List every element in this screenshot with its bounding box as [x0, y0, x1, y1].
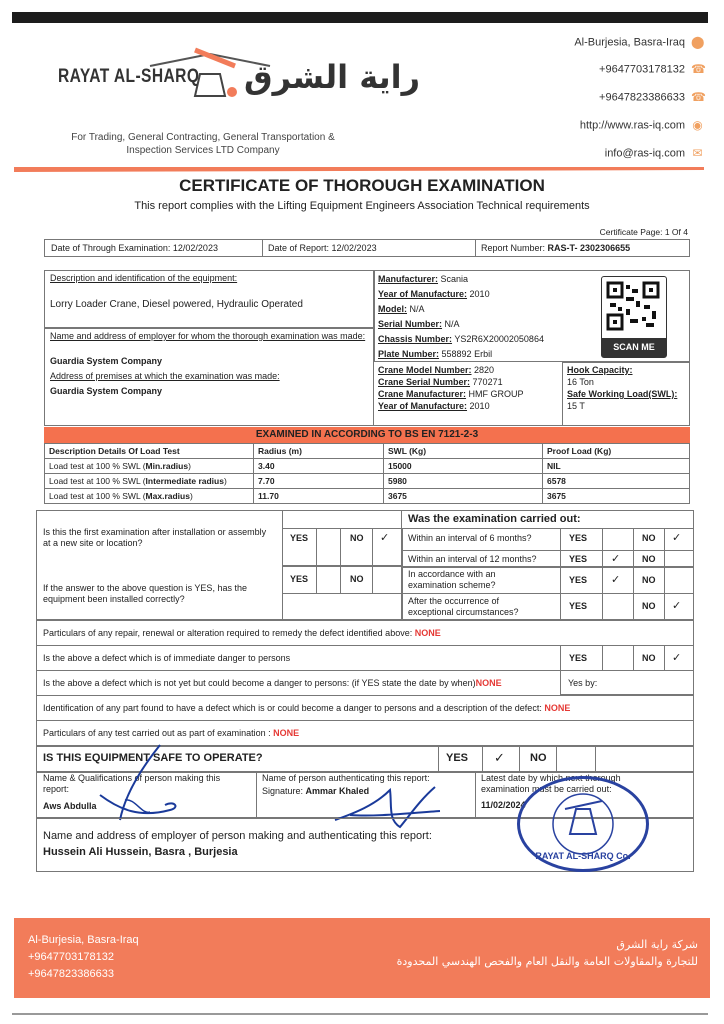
carried-yes-4: YES: [569, 601, 588, 611]
contact-email[interactable]: info@ras-iq.com ✉: [604, 146, 703, 160]
q1-check-icon[interactable]: ✓: [380, 532, 390, 544]
auth-signature-line: Signature: Ammar Khaled: [262, 786, 370, 796]
mail-icon: ✉: [692, 146, 703, 160]
footer-contacts: [28, 932, 139, 983]
footer-arabic-desc: للتجارة والمقاولات العامة والنقل العام والفحص الهندسي المحدودة: [396, 955, 698, 968]
table-row: [45, 474, 690, 489]
load-test-table: [44, 443, 690, 504]
danger-yes-box: [602, 645, 634, 671]
standard-band: EXAMINED IN ACCORDING TO BS EN 7121-2-3: [44, 427, 690, 443]
contact-phone-1: +9647703178132 ☎: [599, 62, 706, 76]
danger-yes: YES: [569, 653, 588, 663]
carried-yes-1: YES: [569, 533, 588, 543]
manufacturer-row: Manufacturer: Scania: [378, 274, 469, 284]
table-header-row: [45, 444, 690, 459]
certificate-title: CERTIFICATE OF THOROUGH EXAMINATION: [179, 176, 545, 195]
vehicle-details: [378, 272, 544, 362]
report-date: Date of Report: 12/02/2023: [268, 243, 377, 253]
carried-scheme: In accordance with an examination scheme?: [408, 569, 496, 590]
qr-code-icon: [602, 277, 664, 335]
crane-details: [378, 364, 524, 412]
yes-by-label: Yes by:: [568, 678, 598, 688]
phone-icon: ☎: [691, 90, 706, 104]
hook-value: 16 Ton: [567, 377, 594, 387]
row-proof: 3675: [543, 489, 690, 504]
logo-english: RAYAT AL-SHARQ: [58, 66, 200, 87]
row-proof: 6578: [543, 474, 690, 489]
row-description: Load test at 100 % SWL (Intermediate radius): [45, 474, 254, 489]
q2-yes-box: [316, 566, 341, 594]
vehicle-year-row: Year of Manufacture: 2010: [378, 289, 490, 299]
crane-maker-row: Crane Manufacturer: HMF GROUP: [378, 389, 524, 399]
employer-label: Name and address of employer for whom the thorough examination was made:: [50, 331, 366, 341]
header-separator: [14, 167, 704, 172]
carried-exceptional-check-icon[interactable]: ✓: [672, 600, 682, 612]
header-description: Description Details Of Load Test: [45, 444, 254, 459]
safe-check-icon[interactable]: ✓: [494, 750, 505, 765]
carried-title: Was the examination carried out:: [408, 513, 581, 525]
certificate-subtitle: This report complies with the Lifting Equipment Engineers Association Technical requirements: [134, 200, 590, 212]
q2-no-box: [372, 566, 402, 594]
employer-name: Guardia System Company: [50, 356, 163, 366]
logo-arabic: راية الشرق: [244, 58, 421, 96]
q1-yes-box: [316, 528, 341, 566]
carried-12-months: Within an interval of 12 months?: [408, 554, 537, 564]
hook-details: [567, 364, 677, 412]
footer-arabic: [397, 936, 698, 970]
table-row: [45, 459, 690, 474]
page-label: Certificate Page: 1 Of 4: [599, 227, 688, 237]
latest-date: 11/02/2024: [481, 800, 526, 810]
carried-no-2: NO: [642, 554, 656, 564]
footer-phone-2: +9647823386633: [28, 968, 114, 980]
row-swl: 5980: [384, 474, 543, 489]
immediate-danger-question: Is the above a defect which is of immediate danger to persons: [43, 653, 291, 663]
phone-icon: ☎: [691, 62, 706, 76]
footer-address: Al-Burjesia, Basra-Iraq: [28, 934, 139, 946]
bottom-line: [12, 1013, 708, 1015]
equipment-desc-label: Description and identification of the equipment:: [50, 273, 238, 283]
footer: [14, 918, 710, 998]
carried-no-1: NO: [642, 533, 656, 543]
carried-6-months: Within an interval of 6 months?: [408, 533, 532, 543]
row-radius: 3.40: [254, 459, 384, 474]
location-icon: ⬤: [691, 35, 705, 49]
stamp-text: RAYAT AL-SHARQ Co.: [535, 851, 631, 861]
row-swl: 3675: [384, 489, 543, 504]
chassis-row: Chassis Number: YS2R6X20002050864: [378, 334, 544, 344]
danger-check-icon[interactable]: ✓: [672, 652, 682, 664]
footer-phone-1: +9647703178132: [28, 951, 114, 963]
employer-person-value: Hussein Ali Hussein, Basra , Burjesia: [43, 846, 238, 858]
row-swl: 15000: [384, 459, 543, 474]
employer-person-label: Name and address of employer of person making and authenticating this report:: [43, 830, 432, 842]
serial-row: Serial Number: N/A: [378, 319, 460, 329]
premises-name: Guardia System Company: [50, 386, 163, 396]
test-particulars: Particulars of any test carried out as part of examination : NONE: [43, 728, 300, 738]
qr-card[interactable]: [601, 276, 667, 358]
carried-6-check-icon[interactable]: ✓: [672, 532, 682, 544]
contact-website[interactable]: http://www.ras-iq.com ◉: [579, 118, 703, 132]
premises-label: Address of premises at which the examination was made:: [50, 371, 280, 381]
header-swl: SWL (Kg): [384, 444, 543, 459]
danger-no: NO: [642, 653, 656, 663]
scan-me-label: SCAN ME: [602, 338, 666, 357]
latest-date-label: Latest date by which next thorough examination must be carried out:: [481, 773, 621, 794]
safe-no-label: NO: [530, 752, 547, 764]
hook-label: Hook Capacity:: [567, 365, 633, 375]
safe-yes-label: YES: [446, 752, 469, 764]
question-1: Is this the first examination after installation or assembly at a new site or location?: [43, 527, 267, 548]
plate-row: Plate Number: 558892 Erbil: [378, 349, 493, 359]
question-2: If the answer to the above question is YES, has the equipment been installed correctly?: [43, 583, 247, 604]
carried-no-3: NO: [642, 575, 656, 585]
repair-particulars: Particulars of any repair, renewal or alteration required to remedy the defect identified above: NONE: [43, 628, 441, 638]
q1-no-label: NO: [350, 533, 364, 543]
carried-yes-2: YES: [569, 554, 588, 564]
model-row: Model: N/A: [378, 304, 425, 314]
row-radius: 7.70: [254, 474, 384, 489]
carried-no-4: NO: [642, 601, 656, 611]
row-radius: 11.70: [254, 489, 384, 504]
exam-date: Date of Through Examination: 12/02/2023: [51, 243, 218, 253]
row-proof: NIL: [543, 459, 690, 474]
globe-icon: ◉: [692, 118, 703, 132]
crane-year-row: Year of Manufacture: 2010: [378, 401, 490, 411]
logo-subtitle: For Trading, General Contracting, General Transportation & Inspection Services LTD Company: [71, 132, 335, 156]
maker-name: Aws Abdulla: [43, 801, 97, 811]
q2-no-label: NO: [350, 574, 364, 584]
maker-label: Name & Qualifications of person making this report:: [43, 773, 221, 794]
carried-scheme-check-icon[interactable]: ✓: [611, 574, 621, 586]
top-bar: [12, 12, 708, 23]
header-proof: Proof Load (Kg): [543, 444, 690, 459]
header-radius: Radius (m): [254, 444, 384, 459]
swl-value: 15 T: [567, 401, 585, 411]
contact-phone-2: +9647823386633 ☎: [599, 90, 706, 104]
auth-label: Name of person authenticating this report:: [262, 773, 430, 783]
safe-no-box: [556, 746, 596, 772]
maker-signature: [80, 740, 200, 830]
q2-yes-label: YES: [290, 574, 309, 584]
defect-identification: Identification of any part found to have a defect which is or could become a danger to persons and a description of the defect: NONE: [43, 703, 571, 713]
footer-arabic-name: شركة راية الشرق: [616, 938, 698, 951]
report-number: Report Number: RAS-T- 2302306655: [481, 243, 631, 253]
equipment-desc: Lorry Loader Crane, Diesel powered, Hydraulic Operated: [50, 299, 303, 310]
future-danger-question: Is the above a defect which is not yet but could become a danger to persons: (if YES state the date by when)NONE: [43, 678, 502, 688]
row-description: Load test at 100 % SWL (Max.radius): [45, 489, 254, 504]
contact-address: Al-Burjesia, Basra-Iraq ⬤: [574, 35, 705, 49]
q1-yes-label: YES: [290, 533, 309, 543]
crane-model-row: Crane Model Number: 2820: [378, 365, 495, 375]
company-stamp: [517, 776, 649, 872]
carried-exceptional: After the occurrence of exceptional circumstances?: [408, 596, 519, 617]
row-description: Load test at 100 % SWL (Min.radius): [45, 459, 254, 474]
crane-serial-row: Crane Serial Number: 770271: [378, 377, 503, 387]
carried-12-check-icon[interactable]: ✓: [611, 553, 621, 565]
carried-yes-3: YES: [569, 575, 588, 585]
swl-label: Safe Working Load(SWL):: [567, 389, 678, 399]
table-row: [45, 489, 690, 504]
safe-question: IS THIS EQUIPMENT SAFE TO OPERATE?: [43, 752, 263, 764]
